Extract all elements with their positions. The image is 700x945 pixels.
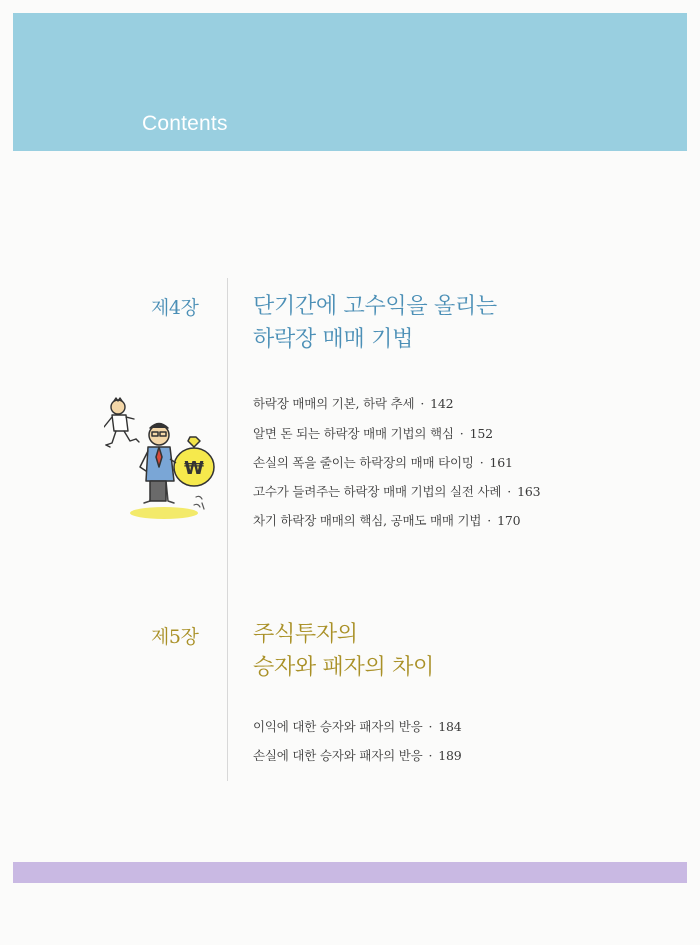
footer-band xyxy=(13,862,687,883)
page-title: Contents xyxy=(142,112,228,135)
toc-item-title: 손실에 대한 승자와 패자의 반응 xyxy=(253,748,423,763)
toc-item-page: 142 xyxy=(430,396,454,411)
toc-item[interactable] xyxy=(253,453,513,471)
chapter-4-title-line-2: 하락장 매매 기법 xyxy=(253,327,414,352)
toc-item[interactable] xyxy=(253,424,493,442)
toc-item-page: 152 xyxy=(469,426,493,441)
chapter-5-title xyxy=(253,618,434,684)
chapter-4-title xyxy=(253,290,497,356)
toc-item-title: 고수가 들려주는 하락장 매매 기법의 실전 사례 xyxy=(253,484,502,499)
toc-item-title: 하락장 매매의 기본, 하락 추세 xyxy=(253,396,415,411)
toc-item-title: 손실의 폭을 줄이는 하락장의 매매 타이밍 xyxy=(253,455,474,470)
chapter-4-title-line-1: 단기간에 고수익을 올리는 xyxy=(253,294,497,319)
toc-item[interactable] xyxy=(253,394,453,412)
toc-item-title: 알면 돈 되는 하락장 매매 기법의 핵심 xyxy=(253,426,454,441)
toc-item[interactable] xyxy=(253,717,462,735)
header-band xyxy=(13,13,687,151)
toc-item-title: 이익에 대한 승자와 패자의 반응 xyxy=(253,719,423,734)
investors-with-money-bag-icon xyxy=(104,397,224,522)
toc-separator: · xyxy=(459,426,464,441)
toc-item-page: 189 xyxy=(438,748,462,763)
toc-separator: · xyxy=(487,513,492,528)
chapter-5-label: 제5장 xyxy=(151,626,199,648)
toc-item[interactable] xyxy=(253,746,462,764)
vertical-divider xyxy=(227,278,228,781)
toc-separator: · xyxy=(428,719,433,734)
chapter-5-title-line-1: 주식투자의 xyxy=(253,622,358,647)
toc-separator: · xyxy=(420,396,425,411)
chapter-4-label: 제4장 xyxy=(151,297,199,319)
toc-separator: · xyxy=(507,484,512,499)
toc-item-page: 163 xyxy=(517,484,541,499)
toc-separator: · xyxy=(479,455,484,470)
toc-separator: · xyxy=(428,748,433,763)
toc-item[interactable] xyxy=(253,511,520,529)
toc-item-page: 161 xyxy=(489,455,513,470)
won-symbol: ₩ xyxy=(184,458,204,479)
toc-item-page: 184 xyxy=(438,719,462,734)
chapter-5-title-line-2: 승자와 패자의 차이 xyxy=(253,655,435,680)
toc-item-page: 170 xyxy=(497,513,521,528)
toc-item-title: 차기 하락장 매매의 핵심, 공매도 매매 기법 xyxy=(253,513,482,528)
toc-item[interactable] xyxy=(253,482,540,500)
